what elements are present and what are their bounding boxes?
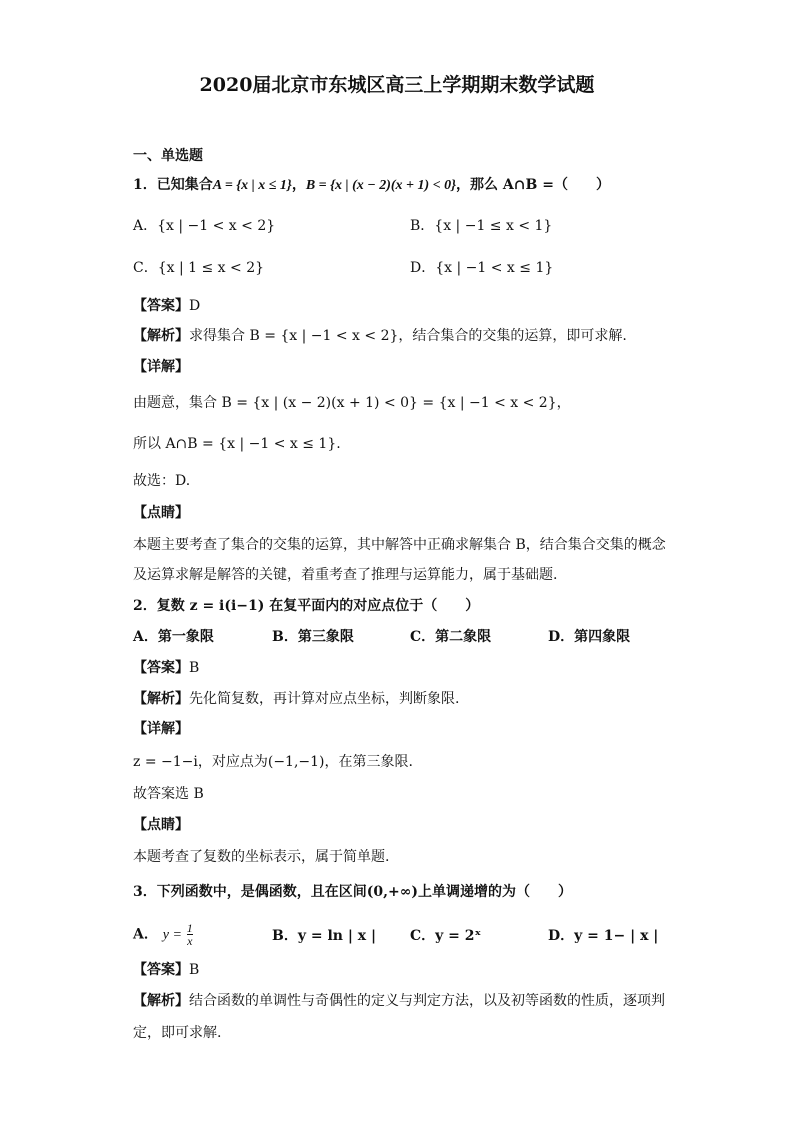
q1-option-b: B．{x | −1 ≤ x < 1} <box>410 218 553 234</box>
q2-comment-tag: 【点睛】 <box>133 817 189 833</box>
q3-analysis-line-1: 【解析】结合函数的单调性与奇偶性的定义与判定方法，以及初等函数的性质，逐项判 <box>133 993 665 1009</box>
q2-analysis: 【解析】先化简复数，再计算对应点坐标，判断象限. <box>133 691 460 707</box>
question-3-stem: 3．下列函数中，是偶函数，且在区间(0,+∞)上单调递增的为（ ） <box>133 884 572 900</box>
q2-detail-line-1: z = −1−i，对应点为(−1,−1)，在第三象限. <box>133 754 413 770</box>
q3-analysis-line-2: 定，即可求解. <box>133 1025 222 1041</box>
q3-option-b: B．y = ln | x | <box>272 928 377 944</box>
section-heading: 一、单选题 <box>133 148 203 164</box>
question-1-stem: 1．已知集合A = {x | x ≤ 1}，B = {x | (x − 2)(x + 1) < 0}，那么 A∩B =（ ） <box>133 177 610 193</box>
q1-detail-tag: 【详解】 <box>133 359 189 375</box>
q2-detail-line-2: 故答案选 B <box>133 786 204 802</box>
q3-answer: 【答案】B <box>133 962 200 978</box>
q2-option-d: D．第四象限 <box>548 629 631 645</box>
q2-option-c: C．第二象限 <box>410 629 492 645</box>
q2-answer: 【答案】B <box>133 660 200 676</box>
q1-detail-line-1: 由题意，集合 B = {x | (x − 2)(x + 1) < 0} = {x | −1 < x < 2}， <box>133 395 571 411</box>
q2-option-a: A．第一象限 <box>133 629 214 645</box>
q1-comment-tag: 【点睛】 <box>133 505 189 521</box>
fraction-one-over-x: $\frac{1}{x}$ <box>186 921 193 948</box>
page-title: 2020届北京市东城区高三上学期期末数学试题 <box>199 74 595 96</box>
q1-comment-line-2: 及运算求解是解答的关键，着重考查了推理与运算能力，属于基础题. <box>133 567 558 583</box>
q3-option-a: A． y = $\frac{1}{x}$ <box>133 921 193 948</box>
q2-option-b: B．第三象限 <box>272 629 354 645</box>
q1-detail-line-2: 所以 A∩B = {x | −1 < x ≤ 1}. <box>133 436 341 452</box>
q1-detail-line-3: 故选：D. <box>133 473 191 489</box>
q1-option-c: C．{x | 1 ≤ x < 2} <box>133 260 265 276</box>
q3-option-c: C．y = 2ˣ <box>410 928 482 944</box>
q1-option-d: D．{x | −1 < x ≤ 1} <box>410 260 554 276</box>
set-b: B = {x | (x − 2)(x + 1) < 0} <box>305 178 457 193</box>
q2-detail-tag: 【详解】 <box>133 721 189 737</box>
q1-answer: 【答案】D <box>133 298 201 314</box>
q1-analysis: 【解析】求得集合 B = {x | −1 < x < 2}，结合集合的交集的运算，即可求解. <box>133 328 627 344</box>
q1-option-a: A．{x | −1 < x < 2} <box>133 218 276 234</box>
set-a: A = {x | x ≤ 1} <box>212 178 292 193</box>
q3-option-d: D．y = 1− | x | <box>548 928 659 944</box>
q1-comment-line-1: 本题主要考查了集合的交集的运算，其中解答中正确求解集合 B，结合集合交集的概念 <box>133 537 666 553</box>
q2-comment-line-1: 本题考查了复数的坐标表示，属于简单题. <box>133 849 390 865</box>
question-2-stem: 2．复数 z = i(i−1) 在复平面内的对应点位于（ ） <box>133 598 480 614</box>
